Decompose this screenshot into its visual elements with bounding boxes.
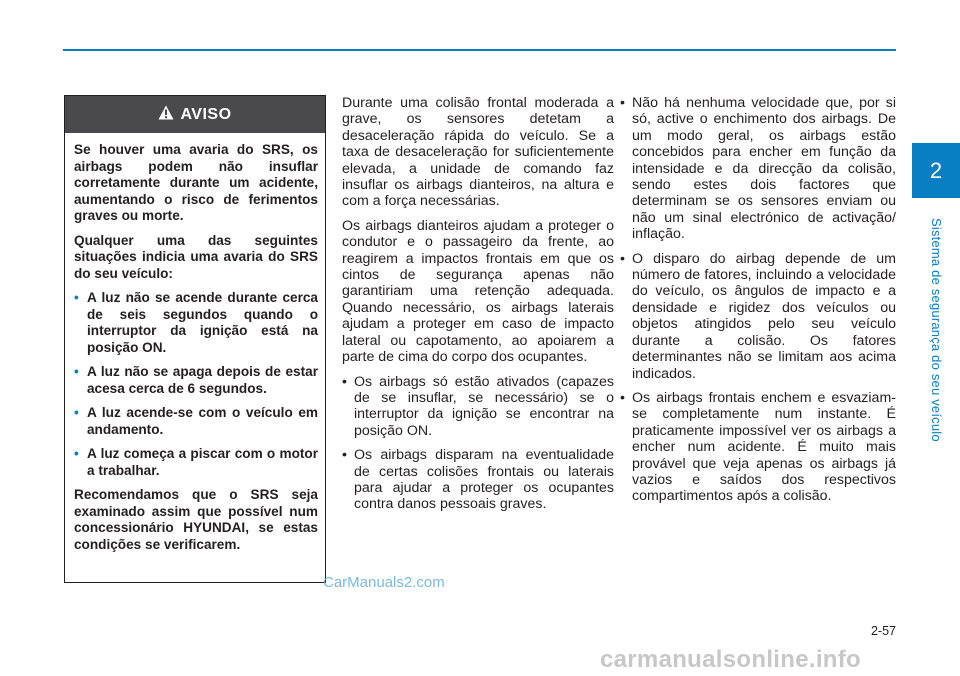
bullet-icon: • bbox=[74, 446, 79, 461]
list-item bbox=[620, 95, 896, 243]
warning-closing: Recomendamos que o SRS seja examinado assim que possível num concessionário HYUNDAI, se estas condições se verificarem. bbox=[74, 487, 318, 552]
warning-list-item bbox=[74, 446, 318, 479]
warning-item-text: A luz não se acende durante cerca de seis segundos quando o interruptor da ignição está na posição ON. bbox=[87, 290, 318, 355]
warning-lead: Qualquer uma das seguintes situações indicia uma avaria do SRS do seu veículo: bbox=[74, 232, 318, 281]
warning-title: AVISO bbox=[180, 105, 232, 123]
list-item bbox=[342, 374, 614, 440]
warning-list bbox=[74, 290, 318, 479]
body-paragraph: Os airbags dianteiros ajudam a proteger o condutor e o passageiro da frente, ao reagirem a impactos frontais em que os cintos de segurança apenas não garantiriam uma retenção adequada. Quando necessário, os airbags laterais ajudam a proteger em caso de impacto lateral ou capotamento, ao apoiarem a parte de cima do corpo dos ocupantes. bbox=[342, 217, 614, 366]
watermark-left: CarManuals2.com bbox=[323, 574, 445, 591]
right-column bbox=[620, 95, 896, 513]
bullet-icon: • bbox=[342, 373, 347, 390]
chapter-number-tab: 2 bbox=[912, 143, 960, 198]
body-paragraph: Durante uma colisão frontal moderada a grave, os sensores detetam a desaceleração rápida do veículo. Se a taxa de desaceleração for suficientemente elevada, a unidade de comando faz insuflar os airbags dianteiros, na altura e com a força necessárias. bbox=[342, 95, 614, 210]
middle-column bbox=[342, 95, 614, 521]
warning-list-item bbox=[74, 290, 318, 356]
chapter-title: Sistema de segurança do seu veículo bbox=[929, 218, 944, 442]
warning-item-text: A luz começa a piscar com o motor a trabalhar. bbox=[87, 446, 318, 478]
warning-box bbox=[64, 95, 326, 583]
bullet-icon: • bbox=[620, 95, 625, 111]
bullet-icon: • bbox=[74, 364, 79, 379]
list-item-text: Os airbags frontais enchem e esvaziam-se completamente num instante. É praticamente impossível ver os airbags a encher num acidente. É muito mais provável que veja apenas os airbags já vazios e saídos dos respectivos compartimentos após a colisão. bbox=[632, 389, 896, 505]
warning-list-item bbox=[74, 364, 318, 397]
bullet-icon: • bbox=[74, 290, 79, 305]
middle-bullet-list bbox=[342, 374, 614, 513]
warning-header bbox=[65, 96, 325, 133]
warning-item-text: A luz acende-se com o veículo em andamento. bbox=[87, 405, 318, 437]
bullet-icon: • bbox=[620, 389, 625, 406]
list-item-text: Os airbags só estão ativados (capazes de se insuflar, se necessário) se o interruptor da ignição se encontrar na posição ON. bbox=[354, 373, 614, 439]
list-item bbox=[620, 390, 896, 505]
list-item bbox=[342, 447, 614, 513]
list-item-text: Não há nenhuma velocidade que, por si só, active o enchimento dos airbags. De um modo geral, os airbags estão concebidos para encher em função da intensidade e da direcção da colisão, sendo estes dois factores que determinam se os sensores enviam ou não um sinal electrónico de activação/ inflação. bbox=[632, 95, 896, 243]
list-item-text: Os airbags disparam na eventualidade de certas colisões frontais ou laterais para ajudar a proteger os ocupantes contra danos pessoais graves. bbox=[354, 447, 614, 513]
bullet-icon: • bbox=[74, 405, 79, 420]
list-item bbox=[620, 251, 896, 382]
warning-list-item bbox=[74, 405, 318, 438]
list-item-text: O disparo do airbag depende de um número de fatores, incluindo a velocidade do veículo, os ângulos de impacto e a densidade e rigidez dos veículos ou objetos atingidos pelo seu veículo durante a colisão. Os fatores determinantes não se limitam aos acima indicados. bbox=[632, 250, 896, 382]
warning-triangle-icon bbox=[158, 105, 174, 125]
page-number: 2-57 bbox=[870, 624, 896, 638]
bullet-icon: • bbox=[342, 447, 347, 464]
bullet-icon: • bbox=[620, 250, 625, 267]
warning-body bbox=[65, 133, 325, 553]
header-rule bbox=[63, 49, 896, 51]
warning-item-text: A luz não se apaga depois de estar acesa cerca de 6 segundos. bbox=[87, 364, 318, 396]
right-bullet-list bbox=[620, 95, 896, 505]
watermark-right: carmanualsonline.info bbox=[600, 646, 862, 673]
warning-intro: Se houver uma avaria do SRS, os airbags podem não insuflar corretamente durante um acidente, aumentando o risco de ferimentos graves ou morte. bbox=[74, 142, 318, 223]
